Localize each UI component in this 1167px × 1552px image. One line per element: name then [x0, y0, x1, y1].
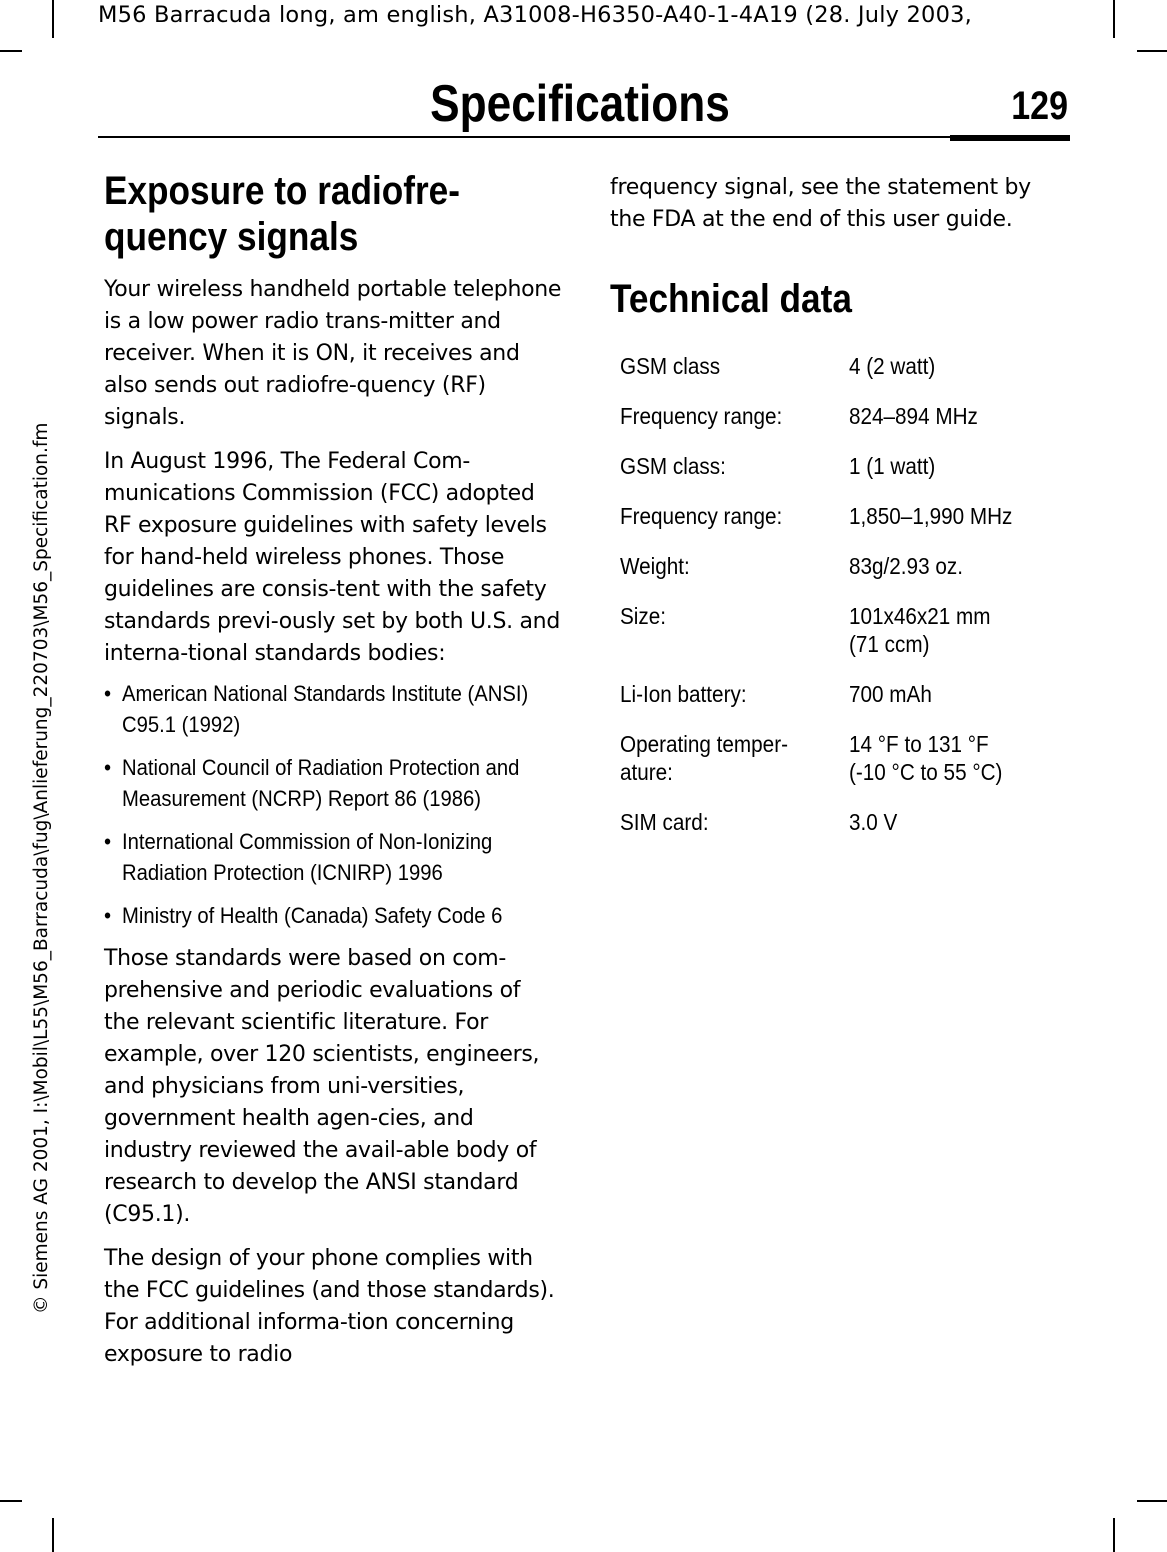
- document-meta: M56 Barracuda long, am english, A31008-H6350-A40-1-4A19 (28. July 2003,: [98, 2, 972, 28]
- crop-mark: [0, 1500, 22, 1502]
- section-heading-exposure: Exposure to radiofre- quency signals: [104, 169, 460, 259]
- page-title: Specifications: [430, 75, 730, 133]
- paragraph: Those standards were based on com-prehensive and periodic evaluations of the relevant scientific literature. For example, over 120 scientists, engineers, and physicians from uni-versities, government health agen-cies, and industry reviewed the avail-able body of research to develop the ANSI standard (C95.1).: [104, 946, 540, 1227]
- crop-mark: [52, 1518, 54, 1552]
- copyright-path: © Siemens AG 2001, I:\Mobil\L55\M56_Barracuda\fug\Anlieferung_220703\M56_Specification.fm: [31, 422, 52, 1314]
- table-row: Weight: 83g/2.93 oz.: [620, 553, 963, 579]
- table-row: GSM class 4 (2 watt): [620, 353, 935, 379]
- list-item: • Ministry of Health (Canada) Safety Code 6: [104, 903, 503, 928]
- table-row: Li-Ion battery: 700 mAh: [620, 681, 932, 707]
- section-heading-technical: Technical data: [610, 277, 852, 321]
- table-row: Operating temper- ature: 14 °F to 131 °F (-10 °C to 55 °C): [620, 731, 1003, 785]
- table-row: GSM class: 1 (1 watt): [620, 453, 935, 479]
- table-row: SIM card: 3.0 V: [620, 809, 897, 835]
- paragraph: The design of your phone complies with the FCC guidelines (and those standards). For additional informa-tion concerning exposure to radio: [104, 1246, 555, 1367]
- spec-table: [620, 352, 1060, 836]
- list-item: • American National Standards Institute (ANSI) C95.1 (1992): [104, 681, 529, 737]
- table-row: Size: 101x46x21 mm (71 ccm): [620, 603, 991, 657]
- crop-mark: [52, 0, 54, 38]
- crop-mark: [1137, 1500, 1167, 1502]
- left-column: [104, 168, 562, 1371]
- crop-mark: [0, 50, 22, 52]
- paragraph-continued: frequency signal, see the statement by the FDA at the end of this user guide.: [610, 175, 1031, 232]
- crop-mark: [1137, 50, 1167, 52]
- paragraph: Your wireless handheld portable telephone is a low power radio trans-mitter and receiver. When it is ON, it receives and also sends out radiofre-quency (RF) signals.: [104, 277, 562, 430]
- list-item: • International Commission of Non-Ionizing Radiation Protection (ICNIRP) 1996: [104, 829, 493, 885]
- header-rule-accent: [950, 135, 1070, 141]
- right-column: [610, 172, 1060, 858]
- header-rule: [98, 136, 950, 138]
- paragraph: In August 1996, The Federal Com-munications Commission (FCC) adopted RF exposure guidelines with safety levels for hand-held wireless phones. Those guidelines are consis-tent with the safety standards previ-ously set by both U.S. and interna-tional standards bodies:: [104, 449, 560, 666]
- crop-mark: [1113, 0, 1115, 38]
- table-row: Frequency range: 824–894 MHz: [620, 403, 978, 429]
- crop-mark: [1113, 1518, 1115, 1552]
- list-item: • National Council of Radiation Protection and Measurement (NCRP) Report 86 (1986): [104, 755, 520, 811]
- standards-list: [104, 678, 562, 931]
- page-number: 129: [1011, 84, 1068, 128]
- table-row: Frequency range: 1,850–1,990 MHz: [620, 503, 1013, 529]
